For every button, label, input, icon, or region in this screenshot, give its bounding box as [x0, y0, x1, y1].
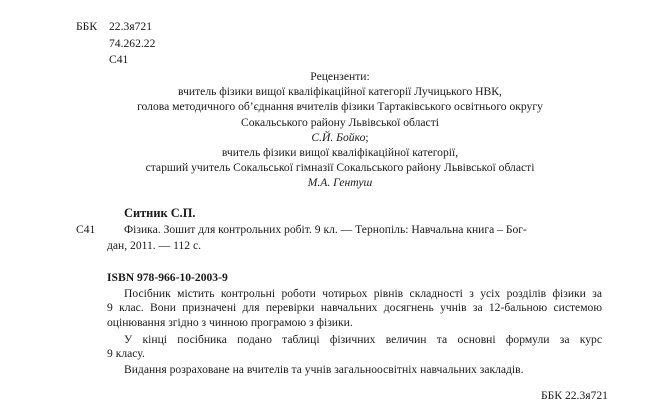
- annotation-p1-line1: Посібник містить контрольні роботи чотирьох рівнів складності з усіх розділів фізики за: [124, 287, 602, 300]
- reviewer1-name-line: [60, 130, 620, 145]
- footer-bbk: ББК 22.3я721: [541, 389, 608, 402]
- reviewer1-line2: голова методичного об’єднання вчителів фізики Тартаківського освітнього округу: [137, 100, 543, 114]
- book-code: С41: [76, 223, 96, 236]
- annotation-paragraph-3: [107, 363, 602, 377]
- annotation-p1-line2: 9 клас. Вони призначені для перевірки навчальних досягнень учнів за 12-бальною системою: [107, 301, 602, 315]
- bbk-code: 22.3я721: [109, 20, 153, 33]
- annotation-p3-line1: Видання розраховане на вчителів та учнів загальноосвітніх навчальних закладів.: [124, 363, 524, 376]
- reviewers-block: [60, 69, 620, 191]
- reviewer1-name: С.Й. Бойко: [311, 130, 366, 144]
- reviewer1-line1: вчитель фізики вищої кваліфікаційної категорії Лучицького НВК,: [178, 85, 502, 99]
- book-description-line2: дан, 2011. — 112 с.: [107, 239, 201, 252]
- reviewers-heading: Рецензенти:: [310, 70, 370, 83]
- reviewer2-line1: вчитель фізики вищої кваліфікаційної категорії,: [221, 145, 459, 159]
- reviewer1-name-suffix: ;: [365, 130, 369, 144]
- annotation-paragraph-2: [107, 333, 602, 362]
- book-description-line1: Фізика. Зошит для контрольних робіт. 9 кл. — Тернопіль: Навчальна книга – Бог-: [124, 223, 527, 236]
- reviewer1-line3: Сокальського району Львівської області: [240, 115, 439, 129]
- annotation-p1-line3: оцінювання згідно з чинною програмою з фізики.: [107, 315, 353, 329]
- reviewer2-name: М.А. Гентуш: [307, 176, 373, 190]
- annotation-paragraph-1: [107, 287, 602, 330]
- book-author: Ситник С.П.: [124, 206, 196, 220]
- bbk-label: ББК: [76, 20, 98, 33]
- annotation-p2-line1: У кінці посібника подано таблиці фізичних величин та основні формули за курс: [124, 333, 602, 346]
- author-mark: С41: [109, 53, 129, 66]
- udk-code: 74.262.22: [109, 37, 156, 50]
- reviewer2-line2: старший учитель Сокальської гімназії Сокальського району Львівської області: [145, 161, 535, 175]
- isbn: ISBN 978-966-10-2003-9: [107, 271, 228, 284]
- annotation-p2-line2: 9 класу.: [107, 347, 145, 361]
